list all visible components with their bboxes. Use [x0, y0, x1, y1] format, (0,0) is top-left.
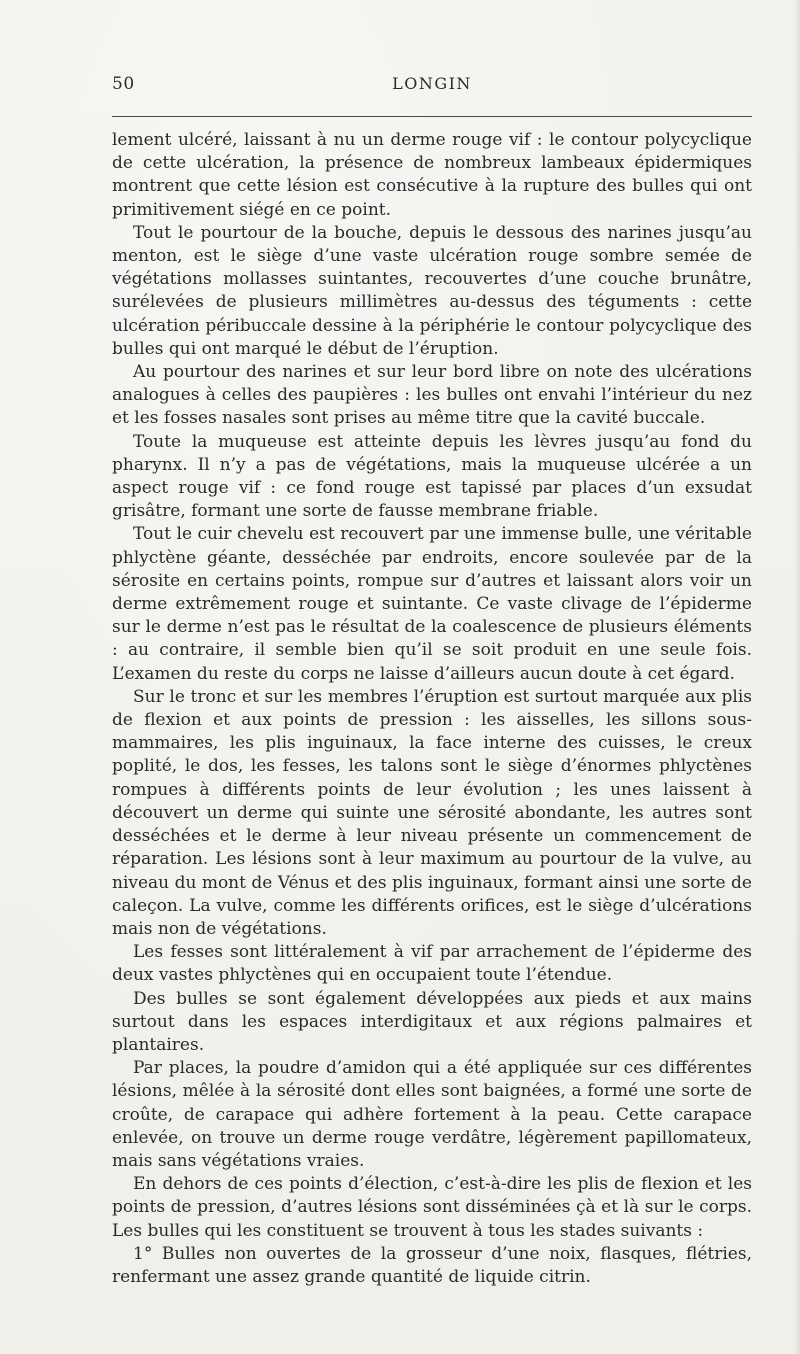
paragraph-continuation: lement ulcéré, laissant à nu un derme rouge vif : le contour polycyclique de cette ulcération, la présence de nombreux lambeaux épidermiques montrent que cette lésion est consécutive à la rupture des bulles qui ont primitivement siégé en ce point.	[112, 130, 752, 220]
running-title: LONGIN	[392, 74, 472, 93]
header-rule	[112, 116, 752, 117]
page-number: 50	[112, 74, 135, 94]
paragraph-mouth: Tout le pourtour de la bouche, depuis le dessous des narines jusqu’au menton, est le siège d’une vaste ulcération rouge sombre semée de végétations mollasses suintantes, recouvertes d’une couche brunâtre, surélevées de plusieurs millimètres au-dessus des téguments : cette ulcération péribuccale dessine à la périphérie le contour polycyclique des bulles qui ont marqué le début de l’éruption.	[112, 222, 752, 359]
paragraph-starch-crust: Par places, la poudre d’amidon qui a été appliquée sur ces différentes lésions, mêlée à la sérosité dont elles sont baignées, a formé une sorte de croûte, de carapace qui adhère fortement à la peau. Cette carapace enlevée, on trouve un derme rouge verdâtre, légèrement papillomateux, mais sans végétations vraies.	[112, 1058, 752, 1171]
paragraph-stage-one: 1° Bulles non ouvertes de la grosseur d’une noix, flasques, flétries, renfermant une assez grande quantité de liquide citrin.	[112, 1243, 752, 1287]
paragraph-trunk-limbs: Sur le tronc et sur les membres l’éruption est surtout marquée aux plis de flexion et aux points de pression : les aisselles, les sillons sous-mammaires, les plis inguinaux, la face interne des cuisses, le creux poplité, le dos, les fesses, les talons sont le siège d’énormes phlyctènes rompues à différents points de leur évolution ; les unes laissent à découvert un derme qui suinte une sérosité abondante, les autres sont desséchées et le derme à leur niveau présente un commencement de réparation. Les lésions sont à leur maximum au pourtour de la vulve, au niveau du mont de Vénus et des plis inguinaux, formant ainsi une sorte de caleçon. La vulve, comme les différents orifices, est le siège d’ulcérations mais non de végétations.	[112, 686, 752, 939]
paragraph-buttocks: Les fesses sont littéralement à vif par arrachement de l’épiderme des deux vastes phlyctènes qui en occupaient toute l’étendue.	[112, 942, 752, 986]
paragraph-disseminated: En dehors de ces points d’élection, c’est-à-dire les plis de flexion et les points de pression, d’autres lésions sont disséminées çà et là sur le corps. Les bulles qui les constituent se trouvent à tous les stades suivants :	[112, 1174, 752, 1241]
paragraph-hands-feet: Des bulles se sont également développées aux pieds et aux mains surtout dans les espaces interdigitaux et aux régions palmaires et plantaires.	[112, 988, 752, 1055]
paragraph-nostrils: Au pourtour des narines et sur leur bord libre on note des ulcérations analogues à celles des paupières : les bulles ont envahi l’intérieur du nez et les fosses nasales sont prises au même titre que la cavité buccale.	[112, 362, 752, 429]
paragraph-mucosa: Toute la muqueuse est atteinte depuis les lèvres jusqu’au fond du pharynx. Il n’y a pas de végétations, mais la muqueuse ulcérée a un aspect rouge vif : ce fond rouge est tapissé par places d’un exsudat grisâtre, formant une sorte de fausse membrane friable.	[112, 431, 752, 522]
paragraph-scalp: Tout le cuir chevelu est recouvert par une immense bulle, une véritable phlyctène géante, desséchée par endroits, encore soulevée par de la sérosite en certains points, rompue sur d’autres et laissant alors voir un derme extrêmement rouge et suintante. Ce vaste clivage de l’épiderme sur le derme n’est pas le résultat de la coalescence de plusieurs éléments : au contraire, il semble bien qu’il se soit produit en une seule fois. L’examen du reste du corps ne laisse d’ailleurs aucun doute à cet égard.	[112, 524, 752, 684]
body-text	[112, 129, 752, 1289]
page-header	[112, 74, 752, 104]
